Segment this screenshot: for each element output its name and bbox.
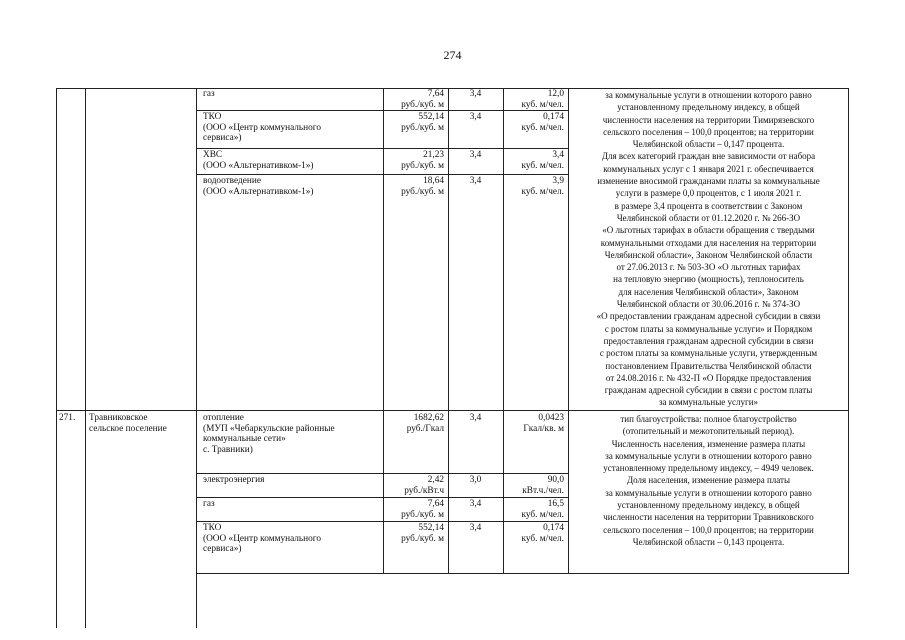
row-line [196,521,568,522]
col-divider [383,88,384,573]
percent-cell: 3,4 [469,89,482,99]
norm-cell: 3,9 куб. м/чел. [521,176,564,197]
price-cell: 552,14 руб./куб. м [401,523,444,544]
row-line [196,473,568,474]
percent-cell: 3,4 [469,150,482,160]
norm-cell: 3,4 куб. м/чел. [521,150,564,171]
price-cell: 21,23 руб./куб. м [401,150,444,171]
percent-cell: 3,4 [469,176,482,186]
percent-cell: 3,0 [469,475,482,485]
row-line [196,174,568,175]
note-cell: тип благоустройства: полное благоустройство (отопительный и межотопительный период). Численность населения, изменение размера платы за коммунальные услуги в отношении которого равно установленному предельному индексу, – 4949 человек. Доля населения, изменение размера платы за коммунальные услуги в отношении которого равно установленному предельному индексу, в общей численности населения на территории Травниковского сельского поселения – 100,0 процентов; на территории Челябинской области – 0,143 процента. [603,414,814,547]
row-line [196,573,849,574]
service-cell: ТКО (ООО «Центр коммунального сервиса») [203,112,322,144]
col-divider [85,88,86,628]
service-cell: отопление (МУП «Чебаркульские районные коммунальные сети» с. Травники) [203,413,335,455]
service-cell: ТКО (ООО «Центр коммунального сервиса») [203,523,322,555]
service-cell: водоотведение (ООО «Альтернативком-1») [203,176,314,197]
norm-cell: 0,174 куб. м/чел. [521,523,564,544]
col-divider [503,88,504,573]
price-cell: 2,42 руб./кВт.ч [404,475,444,496]
settlement-name: Травниковское сельское поселение [89,413,167,434]
norm-cell: 0,0423 Гкал/кв. м [523,413,564,434]
price-cell: 18,64 руб./куб. м [401,176,444,197]
row-number: 271. [59,413,76,423]
col-divider [568,88,569,573]
service-cell: газ [203,89,215,99]
utility-table [56,88,849,628]
row-line [196,497,568,498]
norm-cell: 16,5 куб. м/чел. [521,499,564,520]
page-number: 274 [443,48,462,62]
norm-cell: 12,0 куб. м/чел. [521,89,564,110]
col-divider [196,88,197,628]
service-cell: электроэнергия [203,475,265,485]
price-cell: 7,64 руб./куб. м [401,89,444,110]
table-border-right [848,88,849,573]
table-border-left [56,88,57,628]
row-line [196,148,568,149]
price-cell: 552,14 руб./куб. м [401,112,444,133]
price-cell: 1682,62 руб./Гкал [406,413,444,434]
percent-cell: 3,4 [469,523,482,533]
norm-cell: 90,0 кВт.ч./чел. [522,475,564,496]
norm-cell: 0,174 куб. м/чел. [521,112,564,133]
percent-cell: 3,4 [469,112,482,122]
percent-cell: 3,4 [469,413,482,423]
service-cell: ХВС (ООО «Альтернативком-1») [203,150,314,171]
service-cell: газ [203,499,215,509]
price-cell: 7,64 руб./куб. м [401,499,444,520]
note-cell: за коммунальные услуги в отношении которого равно установленному предельному индексу, в общей численности населения на территории Тимирязевского сельского поселения – 100,0 процентов; на территории Челябинской области – 0,147 процента. Для всех категорий граждан вне зависимости от набора коммунальных услуг с 1 января 2021 г. обеспечивается изменение вносимой гражданами платы за коммунальные услуги в размере 0,0 процентов, с 1 июля 2021 г. в размере 3,4 процента в соответствии с Законом Челябинской области от 01.12.2020 г. № 266-ЗО «О льготных тарифах в области обращения с твердыми коммунальными отходами для населения на территории Челябинской области», Законом Челябинской области от 27.06.2013 г. № 503-ЗО «О льготных тарифах на тепловую энергию (мощность), теплоноситель для населения Челябинской области», Законом Челябинской области от 30.06.2016 г. № 374-ЗО «О предоставлении гражданам адресной субсидии в связи с ростом платы за коммунальные услуги» и Порядком предоставления гражданам адресной субсидии в связи с ростом платы за коммунальные услуги, утвержденным постановлением Правительства Челябинской области от 24.08.2016 г. № 432-П «О Порядке предоставления гражданам адресной субсидии в связи с ростом платы за коммунальные услуги» [596,90,821,408]
percent-cell: 3,4 [469,499,482,509]
row-line [56,410,849,411]
